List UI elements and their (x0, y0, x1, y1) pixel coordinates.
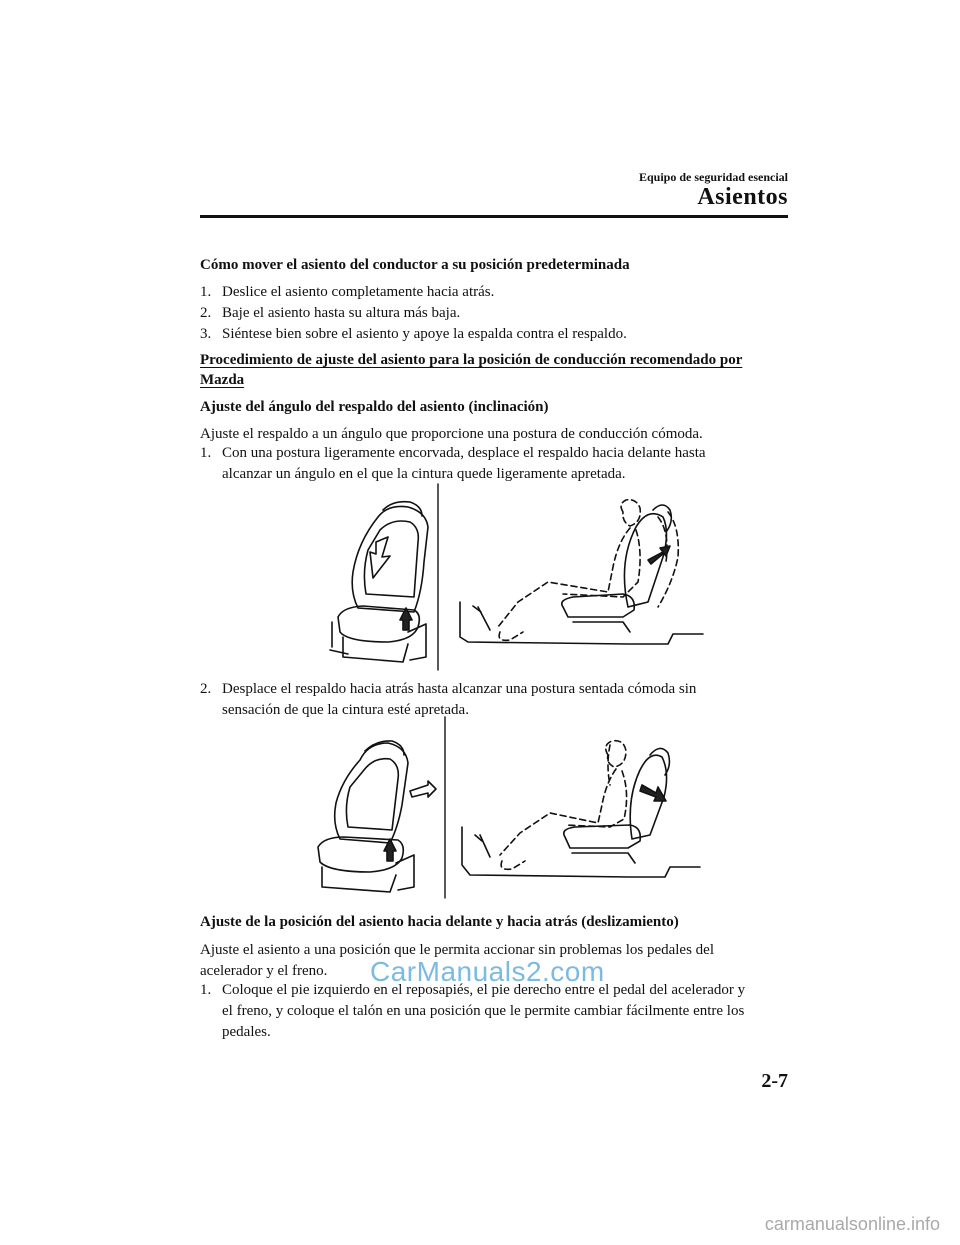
section-label: Equipo de seguridad esencial (638, 170, 788, 184)
list-text: Desplace el respaldo hacia atrás hasta alcanzar una postura sentada cómoda sin (222, 681, 697, 697)
list-text: Baje el asiento hasta su altura más baja. (222, 305, 461, 321)
heading-slide: Ajuste de la posición del asiento hacia delante y hacia atrás (deslizamiento) (200, 914, 679, 930)
list-number: 3. (200, 326, 212, 342)
list-item (200, 282, 790, 303)
heading-recline: Ajuste del ángulo del respaldo del asiento (inclinación) (200, 399, 549, 415)
heading-line: Procedimiento de ajuste del asiento para la posición de conducción recomendado por (200, 352, 743, 368)
paragraph: Ajuste el respaldo a un ángulo que proporcione una postura de conducción cómoda. (200, 426, 703, 442)
heading-recommended-procedure (200, 350, 790, 390)
list-number: 2. (200, 681, 212, 697)
list-item (200, 980, 790, 1043)
list-text: Siéntese bien sobre el asiento y apoye la espalda contra el respaldo. (222, 326, 627, 342)
heading-line: Mazda (200, 372, 245, 388)
list-text: alcanzar un ángulo en el que la cintura quede ligeramente apretada. (222, 466, 626, 482)
list-text: Coloque el pie izquierdo en el reposapiés, el pie derecho entre el pedal del acelerador y (222, 982, 746, 998)
illustration-recline-forward (318, 482, 708, 672)
list-text: sensación de que la cintura esté apretada. (222, 702, 469, 718)
list-text: Con una postura ligeramente encorvada, desplace el respaldo hacia delante hasta (222, 445, 706, 461)
list-number: 2. (200, 305, 212, 321)
watermark-logo: CarManuals2.com (370, 956, 605, 987)
header-rule (200, 215, 788, 218)
list-item (200, 443, 790, 485)
list-text: el freno, y coloque el talón en una posición que le permite cambiar fácilmente entre los (222, 1003, 745, 1019)
page-number: 2-7 (761, 1070, 788, 1092)
paragraph-line: Ajuste el asiento a una posición que le permita accionar sin problemas los pedales del (200, 942, 715, 958)
illustration-recline-back (310, 715, 705, 900)
paragraph-line: acelerador y el freno. (200, 963, 328, 979)
footer-watermark: carmanualsonline.info (764, 1214, 940, 1234)
list-item (200, 303, 790, 324)
list-text: pedales. (222, 1024, 271, 1040)
list-number: 1. (200, 284, 212, 300)
heading-default-position: Cómo mover el asiento del conductor a su posición predeterminada (200, 257, 630, 273)
list-text: Deslice el asiento completamente hacia atrás. (222, 284, 495, 300)
page-title: Asientos (697, 184, 788, 210)
list-item (200, 324, 790, 345)
list-number: 1. (200, 982, 212, 998)
list-number: 1. (200, 445, 212, 461)
